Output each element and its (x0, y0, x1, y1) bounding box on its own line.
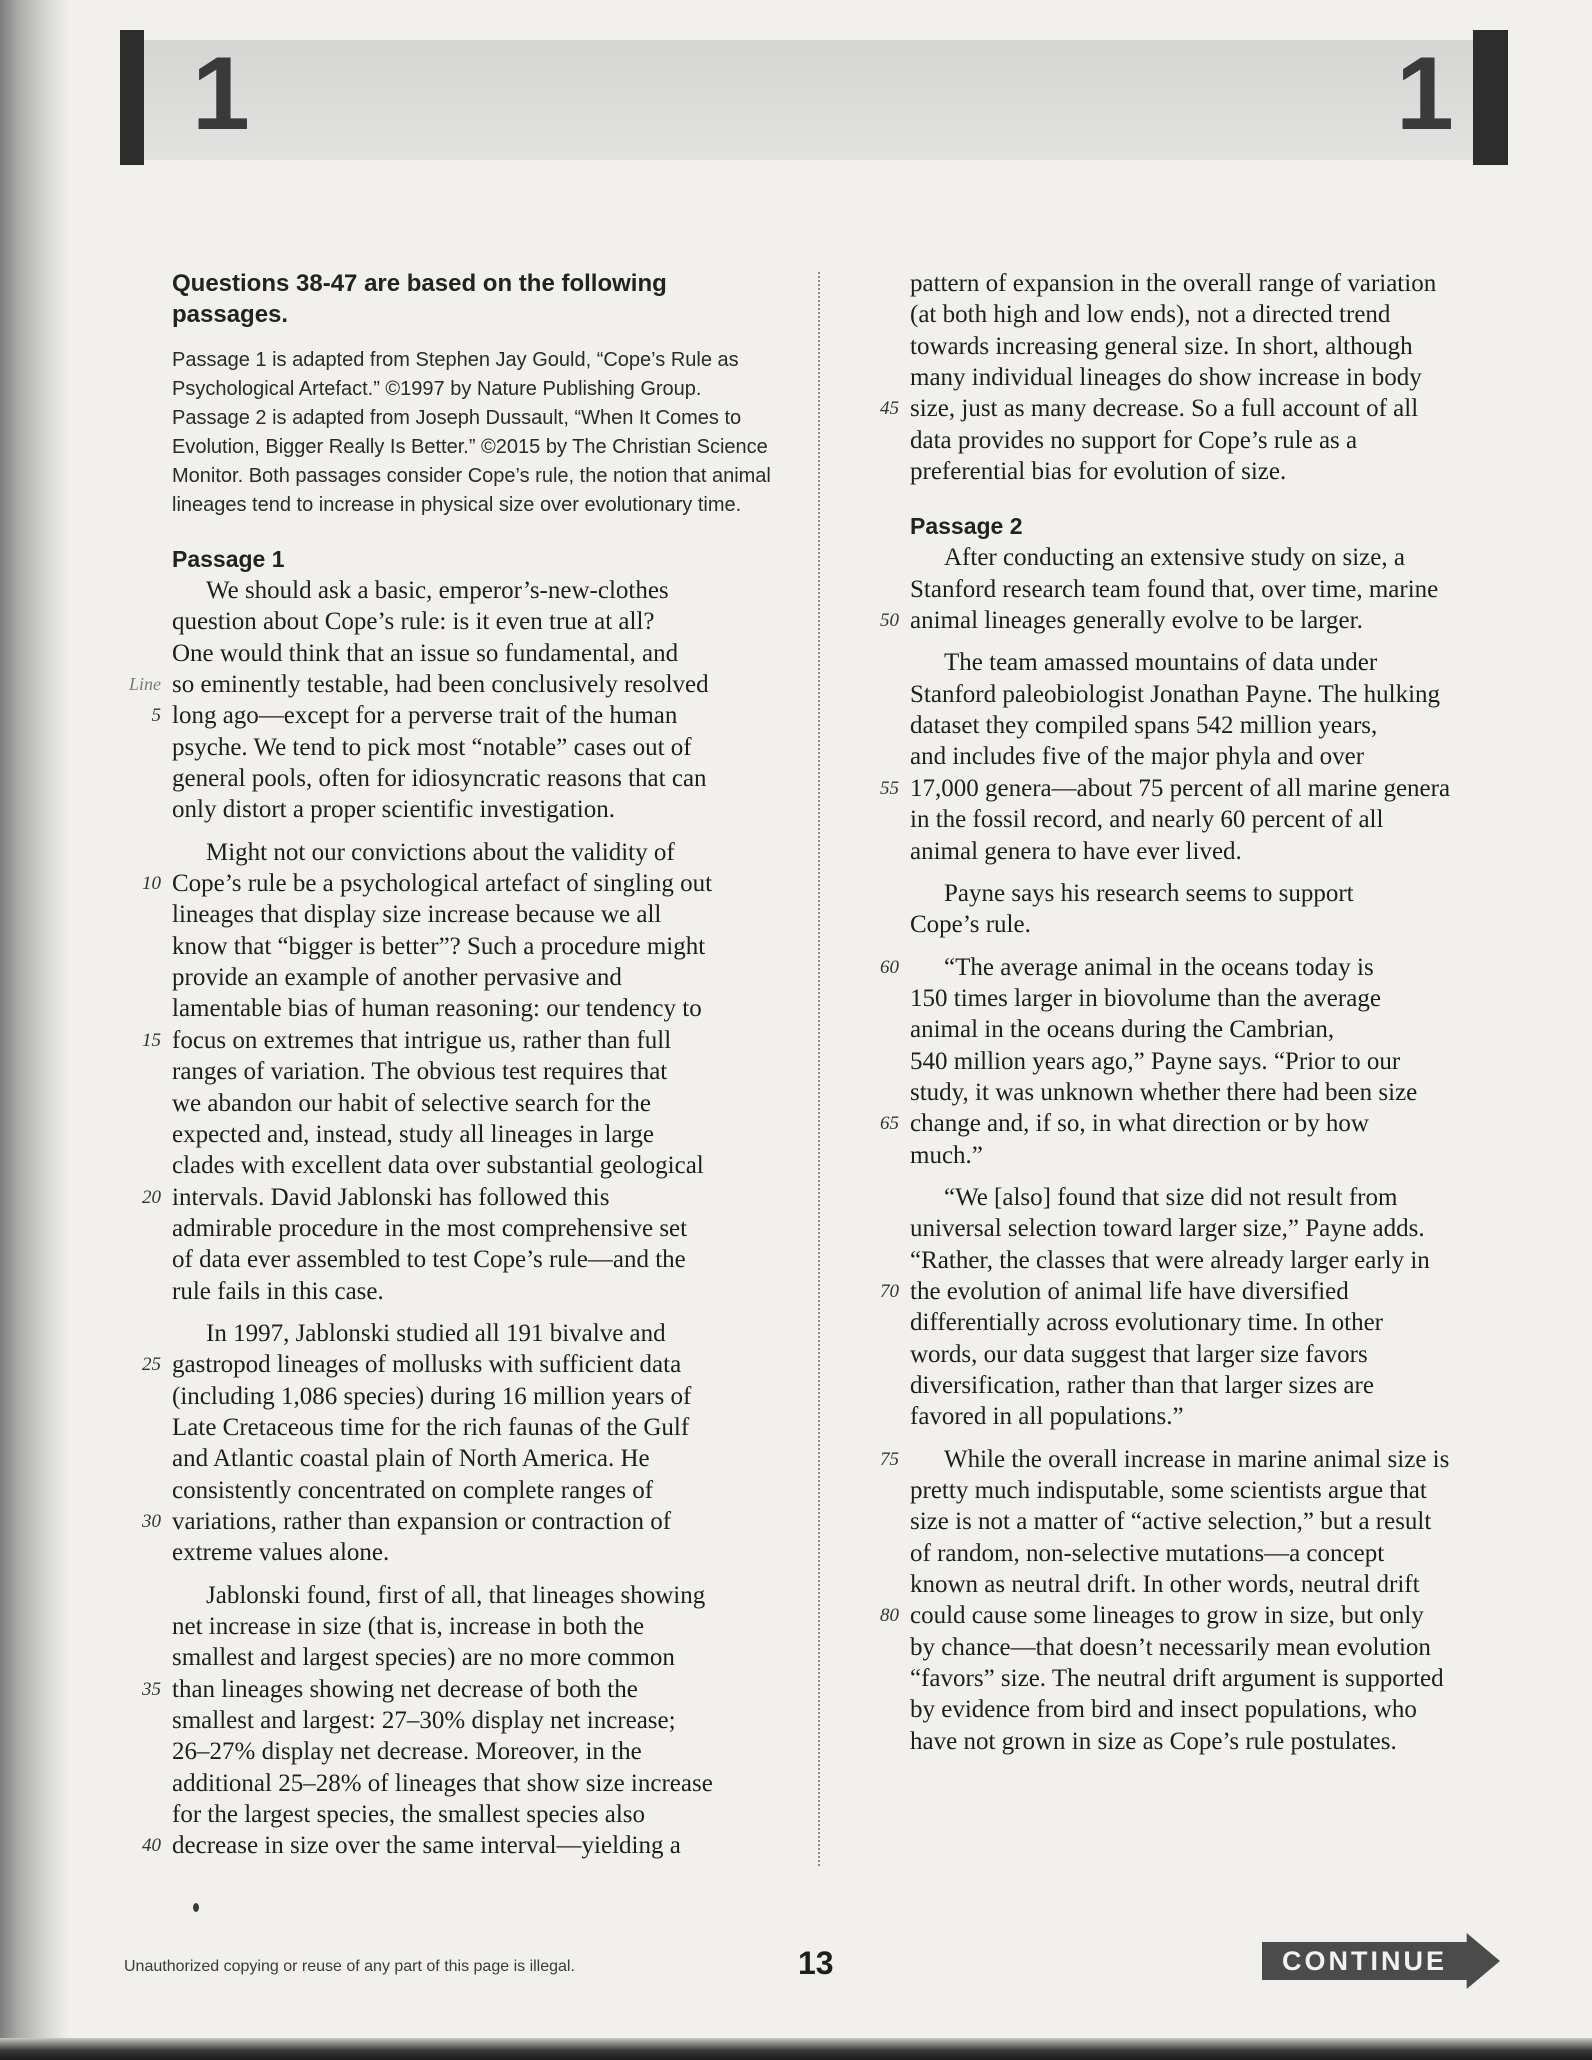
passage-line (910, 299, 1510, 330)
line-text: smallest and largest: 27–30% display net increase; (172, 1707, 676, 1735)
line-text: smallest and largest species) are no more common (172, 1644, 675, 1672)
passage-line (910, 542, 1510, 573)
line-text: 26–27% display net decrease. Moreover, in the (172, 1738, 642, 1766)
passage-line (172, 1318, 777, 1349)
passage-line (172, 1213, 777, 1244)
passage-line (172, 993, 777, 1024)
passage-line (910, 1046, 1510, 1077)
line-text: “favors” size. The neutral drift argument is supported (910, 1665, 1444, 1693)
passage-line (172, 1412, 777, 1443)
passage-line (172, 1537, 777, 1568)
passage-line (172, 1475, 777, 1506)
line-text: additional 25–28% of lineages that show size increase (172, 1769, 713, 1797)
line-text: by chance—that doesn’t necessarily mean evolution (910, 1633, 1431, 1661)
line-text: clades with excellent data over substantial geological (172, 1152, 704, 1180)
line-text: pretty much indisputable, some scientists argue that (910, 1477, 1427, 1505)
line-text: ranges of variation. The obvious test requires that (172, 1058, 668, 1086)
passage-line (172, 606, 777, 637)
passage-line (910, 1538, 1510, 1569)
questions-heading: Questions 38-47 are based on the following passages. (172, 270, 667, 328)
line-text: data provides no support for Cope’s rule as a (910, 426, 1358, 454)
line-text: net increase in size (that is, increase in both the (172, 1613, 645, 1640)
passage-line (172, 962, 777, 993)
passage-2-heading: Passage 2 (910, 513, 1023, 540)
passage-line (910, 1370, 1510, 1401)
line-text: gastropod lineages of mollusks with sufficient data (172, 1351, 682, 1379)
line-text: animal lineages generally evolve to be larger. (910, 607, 1363, 635)
line-text: 17,000 genera—about 75 percent of all marine genera (910, 774, 1451, 802)
line-text: psyche. We tend to pick most “notable” cases out of (172, 733, 692, 761)
passage-line (910, 1182, 1510, 1213)
passage-line (910, 1077, 1510, 1108)
passage-line (172, 763, 777, 794)
passage-line (172, 1580, 777, 1611)
passage-line (172, 1611, 777, 1642)
passage-line (172, 575, 777, 606)
line-text: extreme values alone. (172, 1539, 390, 1567)
passage-line (910, 1401, 1510, 1432)
passage-line (172, 732, 777, 763)
passage-line (880, 605, 1510, 636)
line-number: 10 (142, 873, 161, 895)
passage-line (151, 700, 777, 731)
line-number: 35 (142, 1678, 161, 1700)
line-text: the evolution of animal life have diversified (910, 1277, 1349, 1305)
line-text: of random, non-selective mutations—a concept (910, 1539, 1385, 1567)
passage-line (910, 1663, 1510, 1694)
line-text: After conducting an extensive study on size, a (944, 544, 1405, 572)
passage-line (172, 1088, 777, 1119)
line-number: 45 (880, 398, 899, 420)
passage-line (172, 794, 777, 825)
scan-speck (193, 1903, 199, 1912)
line-text: so eminently testable, had been conclusively resolved (172, 671, 709, 699)
passage-line (910, 1569, 1510, 1600)
passage-line (910, 878, 1510, 909)
line-text: study, it was unknown whether there had been size (910, 1078, 1418, 1106)
line-text: size, just as many decrease. So a full account of all (910, 395, 1419, 423)
line-text: expected and, instead, study all lineages in large (172, 1120, 655, 1148)
passage-line (880, 1276, 1510, 1307)
passage-1-heading: Passage 1 (172, 546, 285, 572)
line-text: In 1997, Jablonski studied all 191 bivalve and (206, 1319, 666, 1347)
passage-line (910, 1694, 1510, 1725)
passage-line (910, 647, 1510, 678)
line-text: The team amassed mountains of data under (944, 649, 1378, 677)
passage-line (172, 1150, 777, 1181)
line-text: Cope’s rule. (910, 911, 1031, 939)
passage-line (910, 268, 1510, 299)
line-text: One would think that an issue so fundamental, and (172, 639, 679, 667)
passage-line (142, 1025, 777, 1056)
line-text: “The average animal in the oceans today is (944, 953, 1374, 981)
line-number: 75 (880, 1448, 899, 1470)
passage-line (880, 1108, 1510, 1139)
line-text: Stanford paleobiologist Jonathan Payne. The hulking (910, 680, 1441, 708)
passage-line (910, 710, 1510, 741)
passage-line (910, 1307, 1510, 1338)
passage-line (172, 837, 777, 868)
line-number: 25 (142, 1354, 161, 1376)
line-text: could cause some lineages to grow in size, but only (910, 1602, 1424, 1630)
passage-line (910, 1213, 1510, 1244)
continue-label: CONTINUE (1282, 1946, 1447, 1976)
passage-line (880, 1600, 1510, 1631)
line-text: focus on extremes that intrigue us, rather than full (172, 1026, 672, 1054)
passage-2-text (880, 542, 1510, 1757)
line-text: lineages that display size increase because we all (172, 901, 662, 929)
line-text: 150 times larger in biovolume than the average (910, 984, 1381, 1012)
line-text: admirable procedure in the most comprehensive set (172, 1214, 688, 1242)
passage-line (128, 669, 777, 700)
passage-line (880, 1444, 1510, 1475)
passage-line (910, 1339, 1510, 1370)
line-text: intervals. David Jablonski has followed this (172, 1183, 610, 1211)
passage-line (880, 393, 1510, 424)
line-text: decrease in size over the same interval—yielding a (172, 1832, 681, 1860)
line-text: dataset they compiled spans 542 million years, (910, 712, 1378, 740)
passage-line (910, 804, 1510, 835)
passage-line (910, 1632, 1510, 1663)
line-text: we abandon our habit of selective search for the (172, 1089, 651, 1117)
line-number: 50 (880, 610, 899, 632)
passage-line (142, 868, 777, 899)
line-text: and includes five of the major phyla and over (910, 743, 1365, 771)
section-number-left: 1 (192, 36, 250, 152)
page-bottom-edge (0, 2038, 1592, 2060)
line-text: favored in all populations.” (910, 1403, 1184, 1431)
line-text: (at both high and low ends), not a directed trend (910, 301, 1391, 329)
line-text: diversification, rather than that larger sizes are (910, 1372, 1374, 1399)
line-number: 80 (880, 1605, 899, 1627)
line-text: general pools, often for idiosyncratic reasons that can (172, 765, 707, 793)
section-banner (120, 36, 1508, 160)
line-text: than lineages showing net decrease of both the (172, 1675, 638, 1703)
line-text: change and, if so, in what direction or by how (910, 1110, 1369, 1138)
passage-line (910, 1014, 1510, 1045)
passage-line (910, 909, 1510, 940)
passage-line (172, 1119, 777, 1150)
passage-line (910, 456, 1510, 487)
line-text: Jablonski found, first of all, that lineages showing (206, 1581, 706, 1609)
passage-line (142, 1830, 777, 1861)
line-text: animal genera to have ever lived. (910, 837, 1242, 865)
line-text: universal selection toward larger size,” Payne adds. (910, 1215, 1425, 1243)
passage-line (142, 1349, 777, 1380)
line-text: “Rather, the classes that were already larger early in (910, 1246, 1430, 1274)
passage-line (910, 679, 1510, 710)
left-column (128, 268, 777, 1862)
line-text: Late Cretaceous time for the rich faunas of the Gulf (172, 1413, 690, 1441)
section-number-right: 1 (1396, 36, 1454, 152)
line-text: “We [also] found that size did not result from (944, 1183, 1398, 1211)
passage-intro: Passage 1 is adapted from Stephen Jay Gould, “Cope’s Rule as Psychological Artefact.” ©1997 by Nature Publishing Group. Passage 2 is adapted from Joseph Dussault, “When It Comes to Evolution, Bigger Really Is Better.” ©2015 by The Christian Science Monitor. Both passages consider Cope’s rule, the notion that animal lineages tend to increase in physical size over evolutionary time. (172, 349, 771, 516)
line-text: We should ask a basic, emperor’s-new-clothes (206, 577, 669, 604)
line-number: 20 (142, 1186, 161, 1208)
line-text: Payne says his research seems to support (944, 879, 1354, 907)
line-number: Line (128, 674, 161, 695)
passage-line (880, 952, 1510, 983)
line-text: and Atlantic coastal plain of North America. He (172, 1445, 650, 1473)
line-text: much.” (910, 1141, 983, 1169)
passage-line (880, 773, 1510, 804)
line-text: differentially across evolutionary time. In other (910, 1309, 1383, 1337)
passage-line (172, 899, 777, 930)
line-text: Stanford research team found that, over time, marine (910, 575, 1439, 603)
line-text: provide an example of another pervasive and (172, 964, 622, 992)
column-divider (818, 272, 820, 1866)
line-text: size is not a matter of “active selection,” but a result (910, 1508, 1432, 1536)
passage-line (910, 1726, 1510, 1757)
line-text: by evidence from bird and insect populations, who (910, 1696, 1417, 1724)
passage-line (910, 1475, 1510, 1506)
passage-1-continued-text (880, 268, 1510, 487)
passage-1-text (128, 575, 777, 1862)
passage-line (910, 574, 1510, 605)
right-column (880, 268, 1510, 1757)
passage-line (172, 1705, 777, 1736)
passage-line (910, 1245, 1510, 1276)
binding-shadow (0, 0, 70, 2060)
line-number: 40 (142, 1835, 161, 1857)
line-text: consistently concentrated on complete ranges of (172, 1476, 654, 1504)
line-text: 540 million years ago,” Payne says. “Prior to our (910, 1047, 1401, 1075)
line-text: animal in the oceans during the Cambrian, (910, 1016, 1335, 1044)
passage-line (172, 1244, 777, 1275)
passage-line (172, 1381, 777, 1412)
page-number: 13 (798, 1945, 834, 1981)
passage-line (910, 1506, 1510, 1537)
line-text: While the overall increase in marine animal size is (944, 1445, 1450, 1473)
section-bar-right (1473, 30, 1508, 165)
passage-line (172, 1642, 777, 1673)
line-text: towards increasing general size. In short, although (910, 332, 1413, 360)
passage-line (910, 836, 1510, 867)
line-text: know that “bigger is better”? Such a procedure might (172, 932, 706, 960)
passage-line (172, 1768, 777, 1799)
line-text: rule fails in this case. (172, 1277, 384, 1305)
line-text: pattern of expansion in the overall range of variation (910, 270, 1437, 297)
line-text: long ago—except for a perverse trait of the human (172, 702, 678, 730)
passage-line (910, 741, 1510, 772)
passage-line (172, 931, 777, 962)
passage-line (172, 638, 777, 669)
passage-line (172, 1443, 777, 1474)
passage-line (910, 331, 1510, 362)
passage-line (172, 1056, 777, 1087)
line-text: question about Cope’s rule: is it even true at all? (172, 608, 655, 636)
passage-line (910, 983, 1510, 1014)
passage-line (142, 1182, 777, 1213)
passage-line (142, 1674, 777, 1705)
line-text: Cope’s rule be a psychological artefact of singling out (172, 870, 713, 898)
passage-line (910, 1140, 1510, 1171)
line-text: preferential bias for evolution of size. (910, 458, 1287, 486)
line-number: 5 (151, 705, 161, 727)
passage-line (910, 425, 1510, 456)
line-text: many individual lineages do show increase in body (910, 364, 1422, 392)
line-text: variations, rather than expansion or contraction of (172, 1507, 672, 1535)
line-number: 55 (880, 777, 899, 799)
line-text: of data ever assembled to test Cope’s rule—and the (172, 1246, 686, 1274)
line-number: 30 (142, 1510, 161, 1532)
line-text: in the fossil record, and nearly 60 percent of all (910, 806, 1384, 834)
passage-line (142, 1506, 777, 1537)
passage-line (172, 1799, 777, 1830)
line-text: lamentable bias of human reasoning: our tendency to (172, 995, 702, 1023)
line-text: have not grown in size as Cope’s rule postulates. (910, 1727, 1397, 1755)
line-text: for the largest species, the smallest species also (172, 1801, 646, 1829)
line-number: 60 (880, 956, 899, 978)
passage-line (172, 1736, 777, 1767)
line-text: only distort a proper scientific investigation. (172, 796, 615, 824)
line-number: 15 (142, 1029, 161, 1051)
line-number: 70 (880, 1280, 899, 1302)
section-bar-left (120, 30, 144, 165)
copyright-notice: Unauthorized copying or reuse of any part of this page is illegal. (124, 1958, 575, 1975)
passage-line (910, 362, 1510, 393)
line-text: words, our data suggest that larger size favors (910, 1340, 1368, 1368)
line-number: 65 (880, 1113, 899, 1135)
passage-line (172, 1276, 777, 1307)
line-text: known as neutral drift. In other words, neutral drift (910, 1571, 1420, 1599)
line-text: (including 1,086 species) during 16 million years of (172, 1382, 692, 1410)
line-text: Might not our convictions about the validity of (206, 838, 675, 866)
